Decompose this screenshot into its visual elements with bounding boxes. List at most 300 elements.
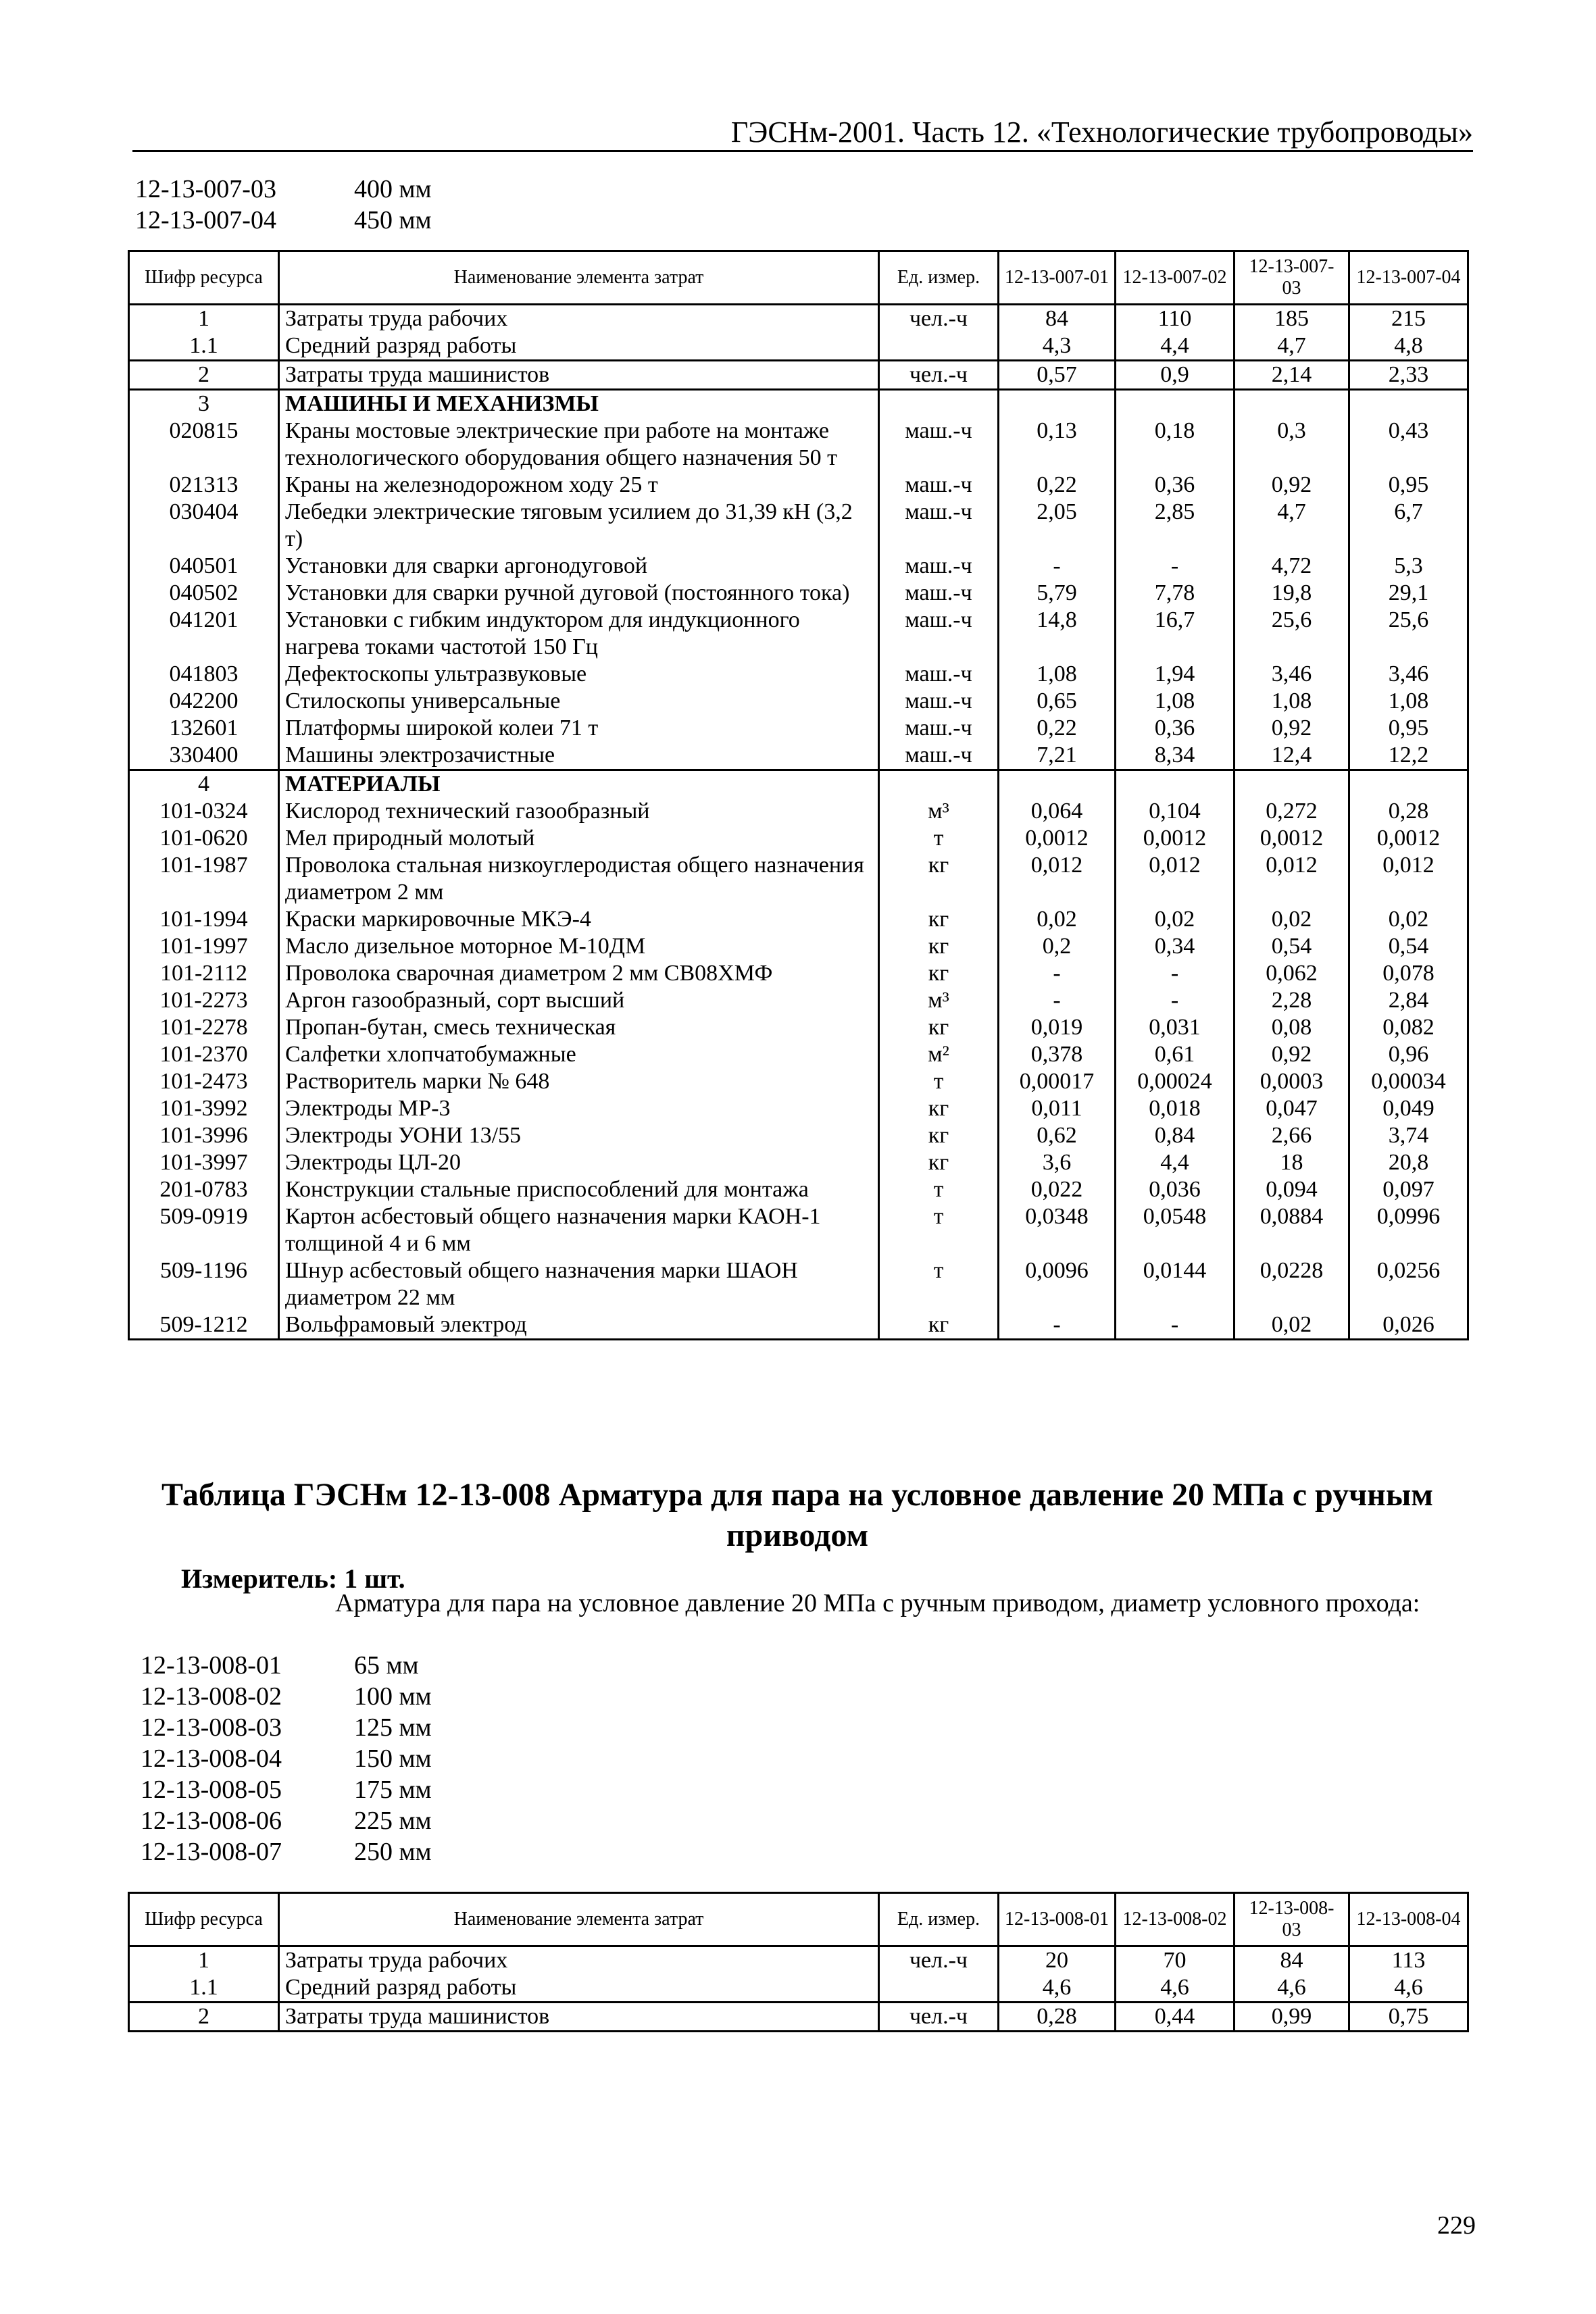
resource-code-cell: 101-2273 — [129, 987, 279, 1014]
resource-code-cell: 101-2473 — [129, 1068, 279, 1095]
code-label: 12-13-008-04 — [141, 1744, 282, 1773]
cost-element-cell: МАШИНЫ И МЕХАНИЗМЫ — [279, 390, 879, 418]
cost-element-cell: Краски маркировочные МКЭ-4 — [279, 906, 879, 933]
table-row — [129, 580, 1468, 607]
value-cell: 0,082 — [1349, 1014, 1468, 1041]
value-cell: 4,6 — [1116, 1974, 1235, 2003]
value-cell: 1,08 — [1235, 688, 1349, 715]
table-row — [129, 798, 1468, 825]
unit-cell: м² — [879, 1041, 999, 1068]
cost-element-cell: Пропан-бутан, смесь техническая — [279, 1014, 879, 1041]
value-cell: 1,08 — [999, 661, 1116, 688]
resource-code-cell: 030404 — [129, 499, 279, 553]
value-cell: 0,0144 — [1116, 1257, 1235, 1311]
value-cell: - — [1116, 960, 1235, 987]
code-label: 12-13-007-03 — [135, 175, 276, 203]
code-value: 65 мм — [354, 1651, 419, 1680]
unit-cell: кг — [879, 1014, 999, 1041]
table-row — [129, 688, 1468, 715]
resource-code-cell: 101-2370 — [129, 1041, 279, 1068]
code-label: 12-13-008-01 — [141, 1651, 282, 1680]
value-cell — [999, 770, 1116, 799]
cost-element-cell: Шнур асбестовый общего назначения марки ШАОН диаметром 22 мм — [279, 1257, 879, 1311]
unit-cell: м³ — [879, 987, 999, 1014]
value-cell: 0,094 — [1235, 1176, 1349, 1203]
resource-code-cell: 020815 — [129, 418, 279, 472]
value-cell: 5,79 — [999, 580, 1116, 607]
value-cell: 0,34 — [1116, 933, 1235, 960]
value-cell: - — [999, 1311, 1116, 1340]
table-row — [129, 906, 1468, 933]
resource-code-cell: 509-0919 — [129, 1203, 279, 1257]
value-cell — [1116, 390, 1235, 418]
column-header: 12-13-007-04 — [1349, 251, 1468, 305]
value-cell: 0,92 — [1235, 1041, 1349, 1068]
value-cell: 0,02 — [1235, 1311, 1349, 1340]
value-cell: 0,9 — [1116, 361, 1235, 390]
resource-code-cell: 101-1987 — [129, 852, 279, 906]
value-cell: 0,378 — [999, 1041, 1116, 1068]
resource-code-cell: 101-2112 — [129, 960, 279, 987]
value-cell: 0,0012 — [1349, 825, 1468, 852]
value-cell: 1,08 — [1116, 688, 1235, 715]
value-cell: 0,95 — [1349, 715, 1468, 742]
resource-code-cell: 201-0783 — [129, 1176, 279, 1203]
cost-element-cell: Лебедки электрические тяговым усилием до 31,39 кН (3,2 т) — [279, 499, 879, 553]
cost-element-cell: Картон асбестовый общего назначения марки КАОН-1 толщиной 4 и 6 мм — [279, 1203, 879, 1257]
value-cell — [1349, 770, 1468, 799]
unit-cell: кг — [879, 1095, 999, 1122]
value-cell: 0,28 — [1349, 798, 1468, 825]
value-cell: 0,0228 — [1235, 1257, 1349, 1311]
cost-element-cell: Установки для сварки ручной дуговой (постоянного тока) — [279, 580, 879, 607]
value-cell: 4,6 — [1349, 1974, 1468, 2003]
value-cell: 7,78 — [1116, 580, 1235, 607]
cost-element-cell: Затраты труда машинистов — [279, 361, 879, 390]
value-cell: 0,02 — [1235, 906, 1349, 933]
cost-element-cell: Аргон газообразный, сорт высший — [279, 987, 879, 1014]
value-cell — [1235, 770, 1349, 799]
value-cell: 0,22 — [999, 715, 1116, 742]
table-row — [129, 2003, 1468, 2032]
value-cell: 4,3 — [999, 332, 1116, 361]
value-cell: 3,74 — [1349, 1122, 1468, 1149]
cost-element-cell: Затраты труда машинистов — [279, 2003, 879, 2032]
value-cell: 0,2 — [999, 933, 1116, 960]
value-cell: 0,95 — [1349, 472, 1468, 499]
table2-heading: Таблица ГЭСНм 12-13-008 Арматура для пара на условное давление 20 МПа с ручным приводом — [161, 1477, 1433, 1553]
column-header: 12-13-007-03 — [1235, 251, 1349, 305]
unit-cell: маш.-ч — [879, 715, 999, 742]
value-cell: 0,078 — [1349, 960, 1468, 987]
value-cell: 2,84 — [1349, 987, 1468, 1014]
resource-code-cell: 101-0620 — [129, 825, 279, 852]
unit-cell: маш.-ч — [879, 499, 999, 553]
value-cell: 4,7 — [1235, 499, 1349, 553]
table-row — [129, 852, 1468, 906]
value-cell: 0,012 — [1235, 852, 1349, 906]
resource-code-cell: 101-2278 — [129, 1014, 279, 1041]
table-row — [129, 742, 1468, 770]
cost-element-cell: Машины электрозачистные — [279, 742, 879, 770]
column-header: 12-13-008-01 — [999, 1893, 1116, 1946]
value-cell: 215 — [1349, 305, 1468, 333]
table-row — [129, 1311, 1468, 1340]
table-row — [129, 1068, 1468, 1095]
value-cell: 25,6 — [1349, 607, 1468, 661]
code-value: 125 мм — [354, 1713, 432, 1742]
cost-element-cell: Электроды МР-3 — [279, 1095, 879, 1122]
value-cell: - — [1116, 987, 1235, 1014]
value-cell: 0,011 — [999, 1095, 1116, 1122]
value-cell: 29,1 — [1349, 580, 1468, 607]
unit-cell: кг — [879, 906, 999, 933]
resource-code-cell: 1 — [129, 305, 279, 333]
value-cell: 4,7 — [1235, 332, 1349, 361]
value-cell: 0,02 — [1116, 906, 1235, 933]
resource-code-cell: 101-3997 — [129, 1149, 279, 1176]
value-cell: 4,8 — [1349, 332, 1468, 361]
value-cell: 0,65 — [999, 688, 1116, 715]
unit-cell: чел.-ч — [879, 361, 999, 390]
code-label: 12-13-008-02 — [141, 1682, 282, 1711]
value-cell: 0,0256 — [1349, 1257, 1468, 1311]
value-cell: 0,44 — [1116, 2003, 1235, 2032]
resource-cost-table-1 — [128, 250, 1469, 1340]
value-cell: 0,18 — [1116, 418, 1235, 472]
value-cell: 113 — [1349, 1946, 1468, 1975]
value-cell: 0,047 — [1235, 1095, 1349, 1122]
value-cell: 4,6 — [999, 1974, 1116, 2003]
code-value: 175 мм — [354, 1776, 432, 1804]
unit-cell: кг — [879, 852, 999, 906]
column-header: Наименование элемента затрат — [279, 1893, 879, 1946]
unit-cell: т — [879, 825, 999, 852]
table-row — [129, 1203, 1468, 1257]
unit-cell — [879, 332, 999, 361]
value-cell: 5,3 — [1349, 553, 1468, 580]
code-value: 150 мм — [354, 1744, 432, 1773]
cost-element-cell: Дефектоскопы ультразвуковые — [279, 661, 879, 688]
value-cell: 70 — [1116, 1946, 1235, 1975]
table-row — [129, 661, 1468, 688]
table-row — [129, 305, 1468, 333]
value-cell: 0,064 — [999, 798, 1116, 825]
value-cell: 20 — [999, 1946, 1116, 1975]
resource-code-cell: 3 — [129, 390, 279, 418]
value-cell: 0,018 — [1116, 1095, 1235, 1122]
unit-cell: м³ — [879, 798, 999, 825]
value-cell: 0,36 — [1116, 715, 1235, 742]
cost-element-cell: Растворитель марки № 648 — [279, 1068, 879, 1095]
table-row — [129, 472, 1468, 499]
resource-code-cell: 1 — [129, 1946, 279, 1975]
page-number: 229 — [1437, 2211, 1476, 2240]
value-cell: - — [999, 553, 1116, 580]
value-cell: 0,022 — [999, 1176, 1116, 1203]
unit-cell: т — [879, 1257, 999, 1311]
value-cell: 4,4 — [1116, 1149, 1235, 1176]
resource-code-cell: 040501 — [129, 553, 279, 580]
value-cell: 0,3 — [1235, 418, 1349, 472]
value-cell: 4,72 — [1235, 553, 1349, 580]
value-cell: 0,026 — [1349, 1311, 1468, 1340]
value-cell: 2,28 — [1235, 987, 1349, 1014]
unit-cell: маш.-ч — [879, 472, 999, 499]
value-cell: 0,92 — [1235, 715, 1349, 742]
cost-element-cell: Средний разряд работы — [279, 332, 879, 361]
cost-element-cell: Вольфрамовый электрод — [279, 1311, 879, 1340]
unit-cell: кг — [879, 1311, 999, 1340]
value-cell: 0,0884 — [1235, 1203, 1349, 1257]
table-row — [129, 1974, 1468, 2003]
value-cell: - — [1116, 553, 1235, 580]
code-value: 250 мм — [354, 1838, 432, 1866]
value-cell: 0,0548 — [1116, 1203, 1235, 1257]
resource-code-cell: 132601 — [129, 715, 279, 742]
table-row — [129, 499, 1468, 553]
value-cell: 0,0012 — [999, 825, 1116, 852]
value-cell: 110 — [1116, 305, 1235, 333]
value-cell: 20,8 — [1349, 1149, 1468, 1176]
value-cell: 0,84 — [1116, 1122, 1235, 1149]
unit-cell: чел.-ч — [879, 305, 999, 333]
value-cell: 0,036 — [1116, 1176, 1235, 1203]
table-row — [129, 933, 1468, 960]
value-cell: 0,36 — [1116, 472, 1235, 499]
header-rule — [132, 150, 1473, 152]
cost-element-cell: Платформы широкой колеи 71 т — [279, 715, 879, 742]
cost-element-cell: Проволока стальная низкоуглеродистая общего назначения диаметром 2 мм — [279, 852, 879, 906]
value-cell: 185 — [1235, 305, 1349, 333]
unit-cell — [879, 1974, 999, 2003]
resource-code-cell: 101-3992 — [129, 1095, 279, 1122]
cost-element-cell: Кислород технический газообразный — [279, 798, 879, 825]
value-cell — [1235, 390, 1349, 418]
table-body — [129, 1946, 1468, 2032]
unit-cell — [879, 770, 999, 799]
code-value: 450 мм — [354, 206, 432, 234]
unit-cell: чел.-ч — [879, 1946, 999, 1975]
code-label: 12-13-007-04 — [135, 206, 276, 234]
resource-code-cell: 2 — [129, 361, 279, 390]
resource-code-cell: 2 — [129, 2003, 279, 2032]
resource-code-cell: 4 — [129, 770, 279, 799]
value-cell: 0,00034 — [1349, 1068, 1468, 1095]
unit-cell: чел.-ч — [879, 2003, 999, 2032]
unit-cell: маш.-ч — [879, 742, 999, 770]
unit-cell: т — [879, 1203, 999, 1257]
value-cell: 0,43 — [1349, 418, 1468, 472]
column-header: 12-13-008-03 — [1235, 1893, 1349, 1946]
code-value: 400 мм — [354, 175, 432, 203]
cost-element-cell: Краны мостовые электрические при работе на монтаже технологического оборудования общего назначения 50 т — [279, 418, 879, 472]
value-cell: 4,6 — [1235, 1974, 1349, 2003]
code-label: 12-13-008-05 — [141, 1776, 282, 1804]
value-cell: 0,012 — [1349, 852, 1468, 906]
value-cell: 84 — [1235, 1946, 1349, 1975]
value-cell: 0,049 — [1349, 1095, 1468, 1122]
unit-cell: маш.-ч — [879, 580, 999, 607]
value-cell: 0,272 — [1235, 798, 1349, 825]
cost-element-cell: МАТЕРИАЛЫ — [279, 770, 879, 799]
unit-cell: маш.-ч — [879, 553, 999, 580]
value-cell: 4,4 — [1116, 332, 1235, 361]
value-cell: 0,012 — [1116, 852, 1235, 906]
table-header-row — [129, 1893, 1468, 1946]
resource-cost-table-2 — [128, 1892, 1469, 2032]
resource-code-cell: 042200 — [129, 688, 279, 715]
table-row — [129, 607, 1468, 661]
value-cell: 0,0996 — [1349, 1203, 1468, 1257]
value-cell: 3,46 — [1235, 661, 1349, 688]
value-cell: 0,104 — [1116, 798, 1235, 825]
cost-element-cell: Электроды ЦЛ-20 — [279, 1149, 879, 1176]
table-row — [129, 1095, 1468, 1122]
value-cell: - — [999, 960, 1116, 987]
resource-code-cell: 041803 — [129, 661, 279, 688]
value-cell: 2,14 — [1235, 361, 1349, 390]
running-header: ГЭСНм-2001. Часть 12. «Технологические трубопроводы» — [730, 116, 1473, 149]
unit-cell: кг — [879, 1122, 999, 1149]
table-row — [129, 1014, 1468, 1041]
table-row — [129, 390, 1468, 418]
table-row — [129, 553, 1468, 580]
resource-code-cell: 101-1997 — [129, 933, 279, 960]
value-cell: 0,00017 — [999, 1068, 1116, 1095]
unit-cell: кг — [879, 960, 999, 987]
value-cell: 2,66 — [1235, 1122, 1349, 1149]
value-cell: 0,54 — [1235, 933, 1349, 960]
value-cell: 3,6 — [999, 1149, 1116, 1176]
cost-element-cell: Краны на железнодорожном ходу 25 т — [279, 472, 879, 499]
table-row — [129, 770, 1468, 799]
value-cell: 2,85 — [1116, 499, 1235, 553]
value-cell: 0,097 — [1349, 1176, 1468, 1203]
resource-code-cell: 509-1196 — [129, 1257, 279, 1311]
value-cell — [1116, 770, 1235, 799]
column-header: Шифр ресурса — [129, 1893, 279, 1946]
value-cell: 0,0096 — [999, 1257, 1116, 1311]
column-header: Ед. измер. — [879, 1893, 999, 1946]
code-value: 100 мм — [354, 1682, 432, 1711]
column-header: 12-13-007-02 — [1116, 251, 1235, 305]
table-row — [129, 332, 1468, 361]
value-cell: 0,13 — [999, 418, 1116, 472]
value-cell: 12,2 — [1349, 742, 1468, 770]
table-row — [129, 1041, 1468, 1068]
value-cell: 8,34 — [1116, 742, 1235, 770]
value-cell: 1,94 — [1116, 661, 1235, 688]
value-cell: 12,4 — [1235, 742, 1349, 770]
value-cell: 0,0012 — [1235, 825, 1349, 852]
value-cell: 0,00024 — [1116, 1068, 1235, 1095]
cost-element-cell: Мел природный молотый — [279, 825, 879, 852]
resource-code-cell: 1.1 — [129, 332, 279, 361]
unit-cell: маш.-ч — [879, 688, 999, 715]
unit-cell — [879, 390, 999, 418]
cost-element-cell: Салфетки хлопчатобумажные — [279, 1041, 879, 1068]
value-cell: 0,61 — [1116, 1041, 1235, 1068]
value-cell: 7,21 — [999, 742, 1116, 770]
cost-element-cell: Конструкции стальные приспособлений для монтажа — [279, 1176, 879, 1203]
value-cell: 0,02 — [1349, 906, 1468, 933]
table-row — [129, 1176, 1468, 1203]
value-cell: 0,57 — [999, 361, 1116, 390]
value-cell: 84 — [999, 305, 1116, 333]
value-cell: 2,05 — [999, 499, 1116, 553]
value-cell: 0,54 — [1349, 933, 1468, 960]
value-cell: 25,6 — [1235, 607, 1349, 661]
value-cell: 2,33 — [1349, 361, 1468, 390]
code-label: 12-13-008-07 — [141, 1838, 282, 1866]
unit-cell: т — [879, 1068, 999, 1095]
resource-code-cell: 040502 — [129, 580, 279, 607]
value-cell: 0,96 — [1349, 1041, 1468, 1068]
table-row — [129, 960, 1468, 987]
value-cell: 18 — [1235, 1149, 1349, 1176]
unit-cell: кг — [879, 933, 999, 960]
value-cell: 0,0003 — [1235, 1068, 1349, 1095]
value-cell: 0,22 — [999, 472, 1116, 499]
table-row — [129, 1257, 1468, 1311]
column-header: Наименование элемента затрат — [279, 251, 879, 305]
code-label: 12-13-008-06 — [141, 1807, 282, 1835]
value-cell: 0,019 — [999, 1014, 1116, 1041]
value-cell: 3,46 — [1349, 661, 1468, 688]
resource-code-cell: 041201 — [129, 607, 279, 661]
value-cell: 1,08 — [1349, 688, 1468, 715]
resource-code-cell: 101-0324 — [129, 798, 279, 825]
value-cell: 0,02 — [999, 906, 1116, 933]
column-header: Шифр ресурса — [129, 251, 279, 305]
resource-code-cell: 101-1994 — [129, 906, 279, 933]
value-cell: 0,0348 — [999, 1203, 1116, 1257]
unit-cell: т — [879, 1176, 999, 1203]
cost-element-cell: Затраты труда рабочих — [279, 305, 879, 333]
value-cell: 0,031 — [1116, 1014, 1235, 1041]
cost-element-cell: Средний разряд работы — [279, 1974, 879, 2003]
value-cell: - — [999, 987, 1116, 1014]
column-header: 12-13-008-02 — [1116, 1893, 1235, 1946]
value-cell: - — [1116, 1311, 1235, 1340]
value-cell: 19,8 — [1235, 580, 1349, 607]
value-cell: 6,7 — [1349, 499, 1468, 553]
cost-element-cell: Стилоскопы универсальные — [279, 688, 879, 715]
resource-code-cell: 330400 — [129, 742, 279, 770]
value-cell: 0,92 — [1235, 472, 1349, 499]
value-cell: 0,62 — [999, 1122, 1116, 1149]
value-cell: 0,99 — [1235, 2003, 1349, 2032]
cost-element-cell: Электроды УОНИ 13/55 — [279, 1122, 879, 1149]
cost-element-cell: Проволока сварочная диаметром 2 мм СВ08ХМФ — [279, 960, 879, 987]
value-cell: 16,7 — [1116, 607, 1235, 661]
resource-code-cell: 509-1212 — [129, 1311, 279, 1340]
table-row — [129, 1122, 1468, 1149]
value-cell: 0,75 — [1349, 2003, 1468, 2032]
cost-element-cell: Установки для сварки аргонодуговой — [279, 553, 879, 580]
value-cell: 0,28 — [999, 2003, 1116, 2032]
table-header-row — [129, 251, 1468, 305]
table-body — [129, 305, 1468, 1340]
table-row — [129, 1149, 1468, 1176]
column-header: 12-13-007-01 — [999, 251, 1116, 305]
table2-meter: Измеритель: 1 шт. — [181, 1563, 405, 1594]
value-cell: 14,8 — [999, 607, 1116, 661]
unit-cell: кг — [879, 1149, 999, 1176]
table-row — [129, 987, 1468, 1014]
column-header: Ед. измер. — [879, 251, 999, 305]
